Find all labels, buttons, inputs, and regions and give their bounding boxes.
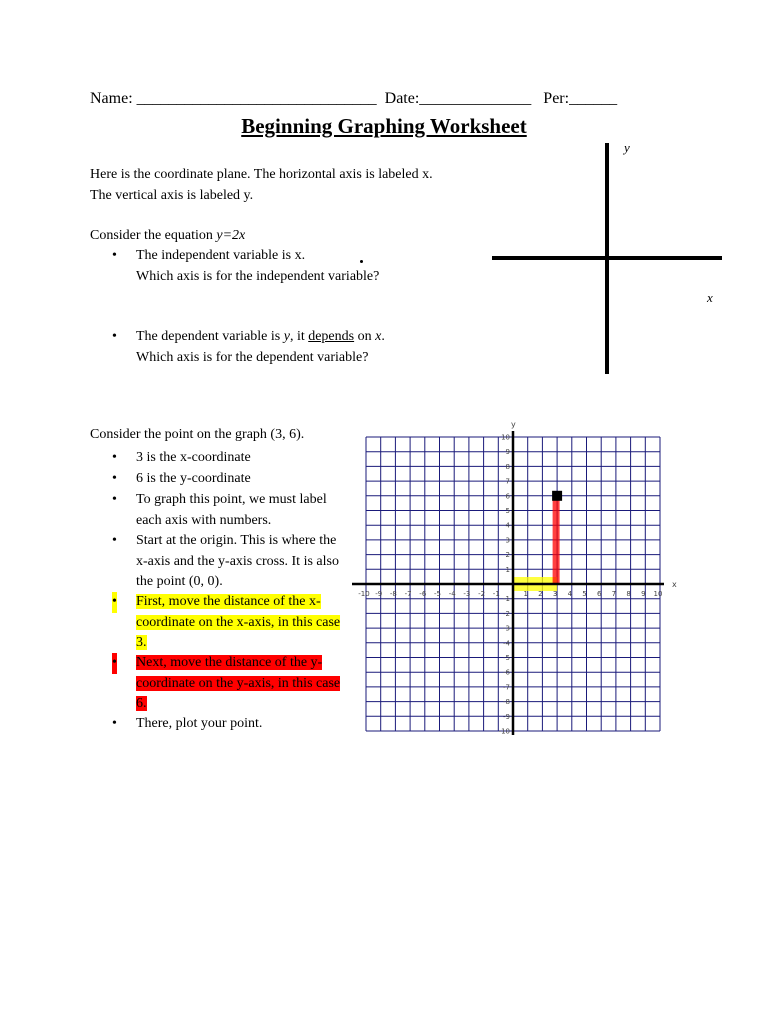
bullet-icon: • xyxy=(112,653,117,674)
x-tick-label: -1 xyxy=(492,590,500,598)
q2-text-c: on xyxy=(354,329,376,344)
question-independent-line1: The independent variable is x. xyxy=(136,248,306,263)
x-tick-label: 7 xyxy=(611,590,617,598)
x-tick-label: 9 xyxy=(641,590,646,598)
point-bullet-6-text: Next, move the distance of the y-coordinate on the y-axis, in this case 6. xyxy=(136,655,341,711)
q2-text-d: . xyxy=(381,329,385,344)
x-tick-label: -5 xyxy=(434,590,441,598)
point-bullet-2-text: 6 is the y-coordinate xyxy=(136,471,251,486)
coordinate-grid-chart xyxy=(340,415,685,745)
header-name-date-period: Name: ______________________________ Date:______________ Per:______ xyxy=(90,90,618,107)
question-dependent-line2: Which axis is for the dependent variable? xyxy=(136,349,369,365)
bullet-icon: • xyxy=(112,329,117,344)
x-tick-label: -10 xyxy=(358,590,370,598)
q2-text-b: , it xyxy=(289,329,309,344)
bullet-icon: • xyxy=(112,248,117,263)
y-tick-label: -7 xyxy=(503,683,510,692)
x-tick-label: 8 xyxy=(626,590,631,598)
axis-label-y: y xyxy=(624,140,630,155)
data-point xyxy=(552,491,562,501)
y-tick-label: 6 xyxy=(505,492,510,501)
intro-line-2: The vertical axis is labeled y. xyxy=(90,188,254,203)
x-axis-label: x xyxy=(672,580,677,589)
y-tick-label: -5 xyxy=(503,654,510,662)
x-tick-label: 6 xyxy=(596,590,602,598)
q2-depends: depends xyxy=(308,329,355,344)
y-tick-label: -9 xyxy=(503,712,510,721)
page-title: Beginning Graphing Worksheet xyxy=(241,114,527,138)
x-tick-label: 2 xyxy=(538,590,543,598)
y-tick-label: -4 xyxy=(503,639,510,648)
x-tick-label: 10 xyxy=(653,590,663,598)
x-tick-label: -2 xyxy=(478,590,486,598)
point-bullet-1-text: 3 is the x-coordinate xyxy=(136,450,251,465)
equation-expression: y=2x xyxy=(216,228,246,243)
y-tick-label: 1 xyxy=(505,565,510,574)
y-tick-label: -6 xyxy=(503,668,510,677)
x-tick-label: -4 xyxy=(448,590,456,598)
x-tick-label: -7 xyxy=(404,590,412,598)
question-independent-line2: Which axis is for the independent variable? xyxy=(136,268,380,284)
bullet-icon: • xyxy=(112,471,117,486)
point-bullet-6-text-wrap xyxy=(136,653,341,715)
point-bullet-5-text: First, move the distance of the x-coordinate on the x-axis, in this case 3. xyxy=(136,594,341,650)
axis-label-x: x xyxy=(707,290,713,305)
y-tick-label: 7 xyxy=(505,477,510,486)
y-tick-label: 2 xyxy=(505,551,510,560)
bullet-icon: • xyxy=(112,492,117,507)
point-bullet-5-text-wrap xyxy=(136,592,341,654)
y-tick-label: -3 xyxy=(503,624,510,633)
y-tick-label: 9 xyxy=(505,448,510,457)
point-bullet-3-text: To graph this point, we must label each axis with numbers. xyxy=(136,492,327,528)
y-tick-label: -10 xyxy=(498,727,510,736)
bullet-icon: • xyxy=(112,533,117,548)
y-tick-label: 8 xyxy=(505,462,510,471)
equation-prefix: Consider the equation xyxy=(90,228,217,243)
x-tick-label: 1 xyxy=(523,590,528,598)
bullet-icon: • xyxy=(112,592,117,613)
x-tick-label: -8 xyxy=(389,590,397,598)
x-tick-label: -6 xyxy=(419,590,427,598)
point-intro: Consider the point on the graph (3, 6). xyxy=(90,427,305,442)
x-tick-label: 5 xyxy=(582,590,587,598)
y-tick-label: -2 xyxy=(503,609,510,618)
q2-text-a: The dependent variable is xyxy=(136,329,284,344)
x-tick-label: -3 xyxy=(463,590,471,598)
x-tick-label: 4 xyxy=(567,590,573,598)
y-distance-highlight xyxy=(553,496,560,584)
y-tick-label: 10 xyxy=(501,433,510,442)
q2-var-y: y xyxy=(283,329,290,344)
y-tick-label: 5 xyxy=(505,507,510,515)
point-bullet-7-text: There, plot your point. xyxy=(136,716,263,731)
y-tick-label: 3 xyxy=(505,536,510,545)
y-tick-label: -8 xyxy=(503,698,510,707)
y-tick-label: 4 xyxy=(505,521,510,530)
y-tick-label: -1 xyxy=(503,595,510,604)
intro-line-1: Here is the coordinate plane. The horizontal axis is labeled x. xyxy=(90,167,433,182)
q2-var-x: x xyxy=(375,329,382,344)
x-tick-label: -9 xyxy=(375,590,383,598)
bullet-icon: • xyxy=(112,450,117,465)
bullet-icon: • xyxy=(112,716,117,731)
y-axis-label: y xyxy=(511,420,516,429)
x-tick-label: 3 xyxy=(552,590,558,598)
point-bullet-4-text: Start at the origin. This is where the x-axis and the y-axis cross. It is also the point (0, 0). xyxy=(136,533,339,589)
